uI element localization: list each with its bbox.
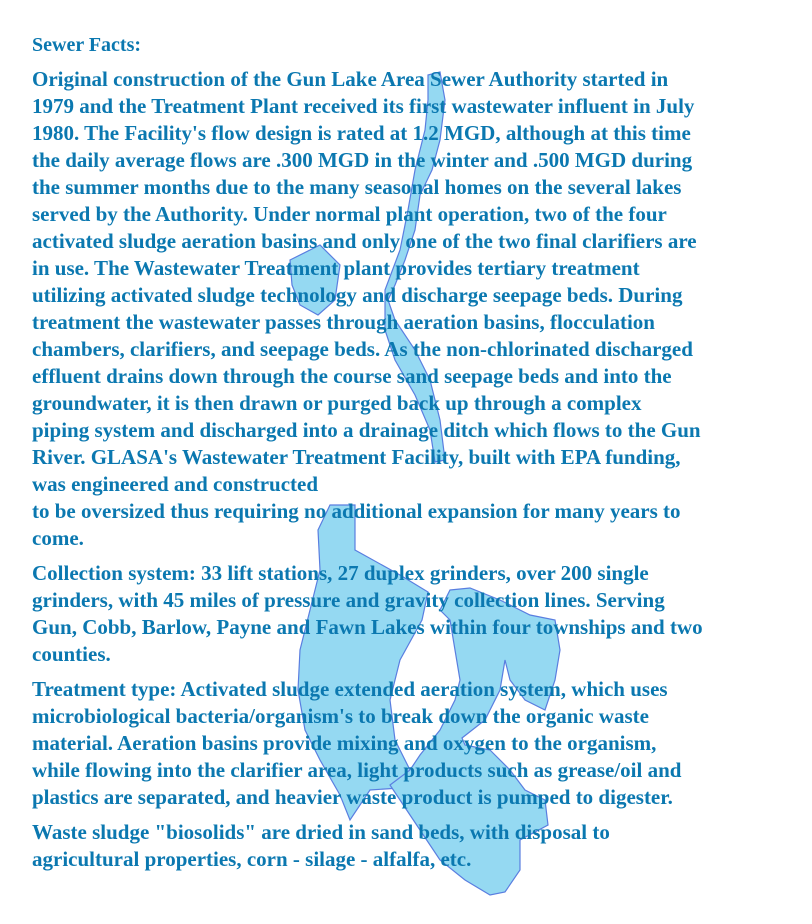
paragraph-line: activated sludge aeration basins and only one of the two final clarifiers are [32, 229, 697, 253]
paragraph-line: 1980. The Facility's flow design is rated at 1.2 MGD, although at this time [32, 121, 691, 145]
paragraph-line: Gun, Cobb, Barlow, Payne and Fawn Lakes within four townships and two [32, 615, 703, 639]
paragraph-line: groundwater, it is then drawn or purged back up through a complex [32, 391, 642, 415]
paragraph-line: Waste sludge "biosolids" are dried in sand beds, with disposal to [32, 820, 610, 844]
paragraph-line: chambers, clarifiers, and seepage beds. As the non-chlorinated discharged [32, 337, 693, 361]
paragraph-line: agricultural properties, corn - silage - alfalfa, etc. [32, 847, 472, 871]
paragraph-line: 1979 and the Treatment Plant received its first wastewater influent in July [32, 94, 695, 118]
paragraph-line: grinders, with 45 miles of pressure and gravity collection lines. Serving [32, 588, 665, 612]
paragraph [32, 819, 703, 873]
paragraph-line: while flowing into the clarifier area, light products such as grease/oil and [32, 758, 682, 782]
paragraph-line: Collection system: 33 lift stations, 27 duplex grinders, over 200 single [32, 561, 649, 585]
paragraph-line: the summer months due to the many seasonal homes on the several lakes [32, 175, 682, 199]
paragraphs [32, 66, 703, 873]
paragraph-line: Treatment type: Activated sludge extended aeration system, which uses [32, 677, 668, 701]
paragraph-line: Original construction of the Gun Lake Area Sewer Authority started in [32, 67, 669, 91]
paragraph-line: in use. The Wastewater Treatment plant provides tertiary treatment [32, 256, 640, 280]
paragraph [32, 676, 703, 811]
paragraph-line: utilizing activated sludge technology and discharge seepage beds. During [32, 283, 683, 307]
paragraph-line: to be oversized thus requiring no additional expansion for many years to [32, 499, 681, 523]
paragraph-line: microbiological bacteria/organism's to break down the organic waste [32, 704, 649, 728]
paragraph [32, 66, 703, 552]
paragraph-line: treatment the wastewater passes through aeration basins, flocculation [32, 310, 655, 334]
paragraph-line: was engineered and constructed [32, 472, 319, 496]
page-title: Sewer Facts: [32, 34, 142, 56]
paragraph [32, 560, 703, 668]
paragraph-line: River. GLASA's Wastewater Treatment Facility, built with EPA funding, [32, 445, 681, 469]
paragraph-line: the daily average flows are .300 MGD in the winter and .500 MGD during [32, 148, 693, 172]
paragraph-line: counties. [32, 642, 111, 666]
paragraph-line: material. Aeration basins provide mixing and oxygen to the organism, [32, 731, 657, 755]
paragraph-line: come. [32, 526, 84, 550]
paragraph-line: plastics are separated, and heavier waste product is pumped to digester. [32, 785, 673, 809]
sewer-facts-content [32, 32, 703, 881]
paragraph-line: served by the Authority. Under normal plant operation, two of the four [32, 202, 667, 226]
paragraph-line: effluent drains down through the course sand seepage beds and into the [32, 364, 672, 388]
paragraph-line: piping system and discharged into a drainage ditch which flows to the Gun [32, 418, 701, 442]
